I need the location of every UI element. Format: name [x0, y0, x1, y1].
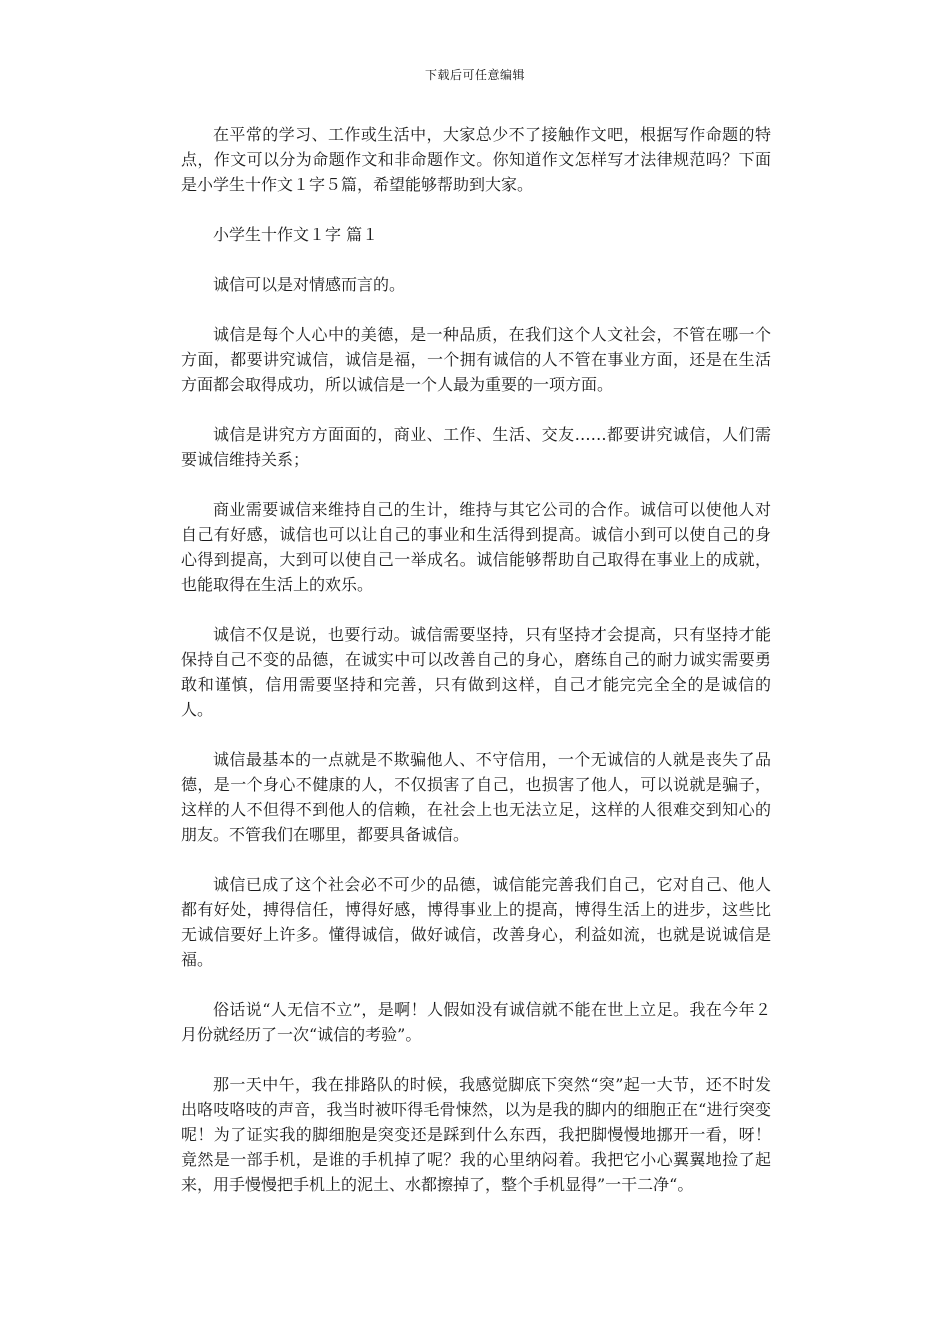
body-paragraph: 诚信是每个人心中的美德，是一种品质，在我们这个人文社会，不管在哪一个方面，都要讲究诚信，诚信是福，一个拥有诚信的人不管在事业方面，还是在生活方面都会取得成功，所以诚信是一个人最为重要的一项方面。	[181, 325, 771, 394]
document-body	[181, 122, 771, 1222]
body-paragraph: 那一天中午，我在排路队的时候，我感觉脚底下突然“突”起一大节，还不时发出咯吱咯吱的声音，我当时被吓得毛骨悚然，以为是我的脚内的细胞正在“进行突变呢！为了证实我的脚细胞是突变还是踩到什么东西，我把脚慢慢地挪开一看，呀！竟然是一部手机，是谁的手机掉了呢？我的心里纳闷着。我把它小心翼翼地捡了起来，用手慢慢把手机上的泥土、水都擦掉了，整个手机显得”一干二净“。	[181, 1075, 771, 1194]
intro-paragraph: 在平常的学习、工作或生活中，大家总少不了接触作文吧，根据写作命题的特点，作文可以分为命题作文和非命题作文。你知道作文怎样写才法律规范吗？下面是小学生十作文１字５篇，希望能够帮助到大家。	[181, 125, 771, 194]
body-paragraph: 商业需要诚信来维持自己的生计，维持与其它公司的合作。诚信可以使他人对自己有好感，诚信也可以让自己的事业和生活得到提高。诚信小到可以使自己的身心得到提高，大到可以使自己一举成名。诚信能够帮助自己取得在事业上的成就，也能取得在生活上的欢乐。	[181, 500, 771, 594]
header-note: 下载后可任意编辑	[424, 68, 525, 82]
body-paragraph: 诚信已成了这个社会必不可少的品德，诚信能完善我们自己，它对自己、他人都有好处，搏得信任，博得好感，博得事业上的提高，博得生活上的进步，这些比无诚信要好上许多。懂得诚信，做好诚信，改善身心，利益如流，也就是说诚信是福。	[181, 875, 771, 969]
body-paragraph: 诚信不仅是说，也要行动。诚信需要坚持，只有坚持才会提高，只有坚持才能保持自己不变的品德，在诚实中可以改善自己的身心，磨练自己的耐力诚实需要勇敢和谨慎，信用需要坚持和完善，只有做到这样，自己才能完完全全的是诚信的人。	[181, 625, 771, 719]
body-paragraph: 诚信最基本的一点就是不欺骗他人、不守信用，一个无诚信的人就是丧失了品德，是一个身心不健康的人，不仅损害了自己，也损害了他人，可以说就是骗子，这样的人不但得不到他人的信赖，在社会上也无法立足，这样的人很难交到知心的朋友。不管我们在哪里，都要具备诚信。	[181, 750, 771, 844]
body-paragraph: 诚信可以是对情感而言的。	[213, 275, 406, 294]
body-paragraph: 俗话说“人无信不立”，是啊！人假如没有诚信就不能在世上立足。我在今年２月份就经历了一次“诚信的考验”。	[181, 1000, 771, 1044]
body-paragraph: 诚信是讲究方方面面的，商业、工作、生活、交友……都要讲究诚信，人们需要诚信维持关系；	[181, 425, 771, 469]
section-title: 小学生十作文１字 篇１	[213, 225, 379, 244]
